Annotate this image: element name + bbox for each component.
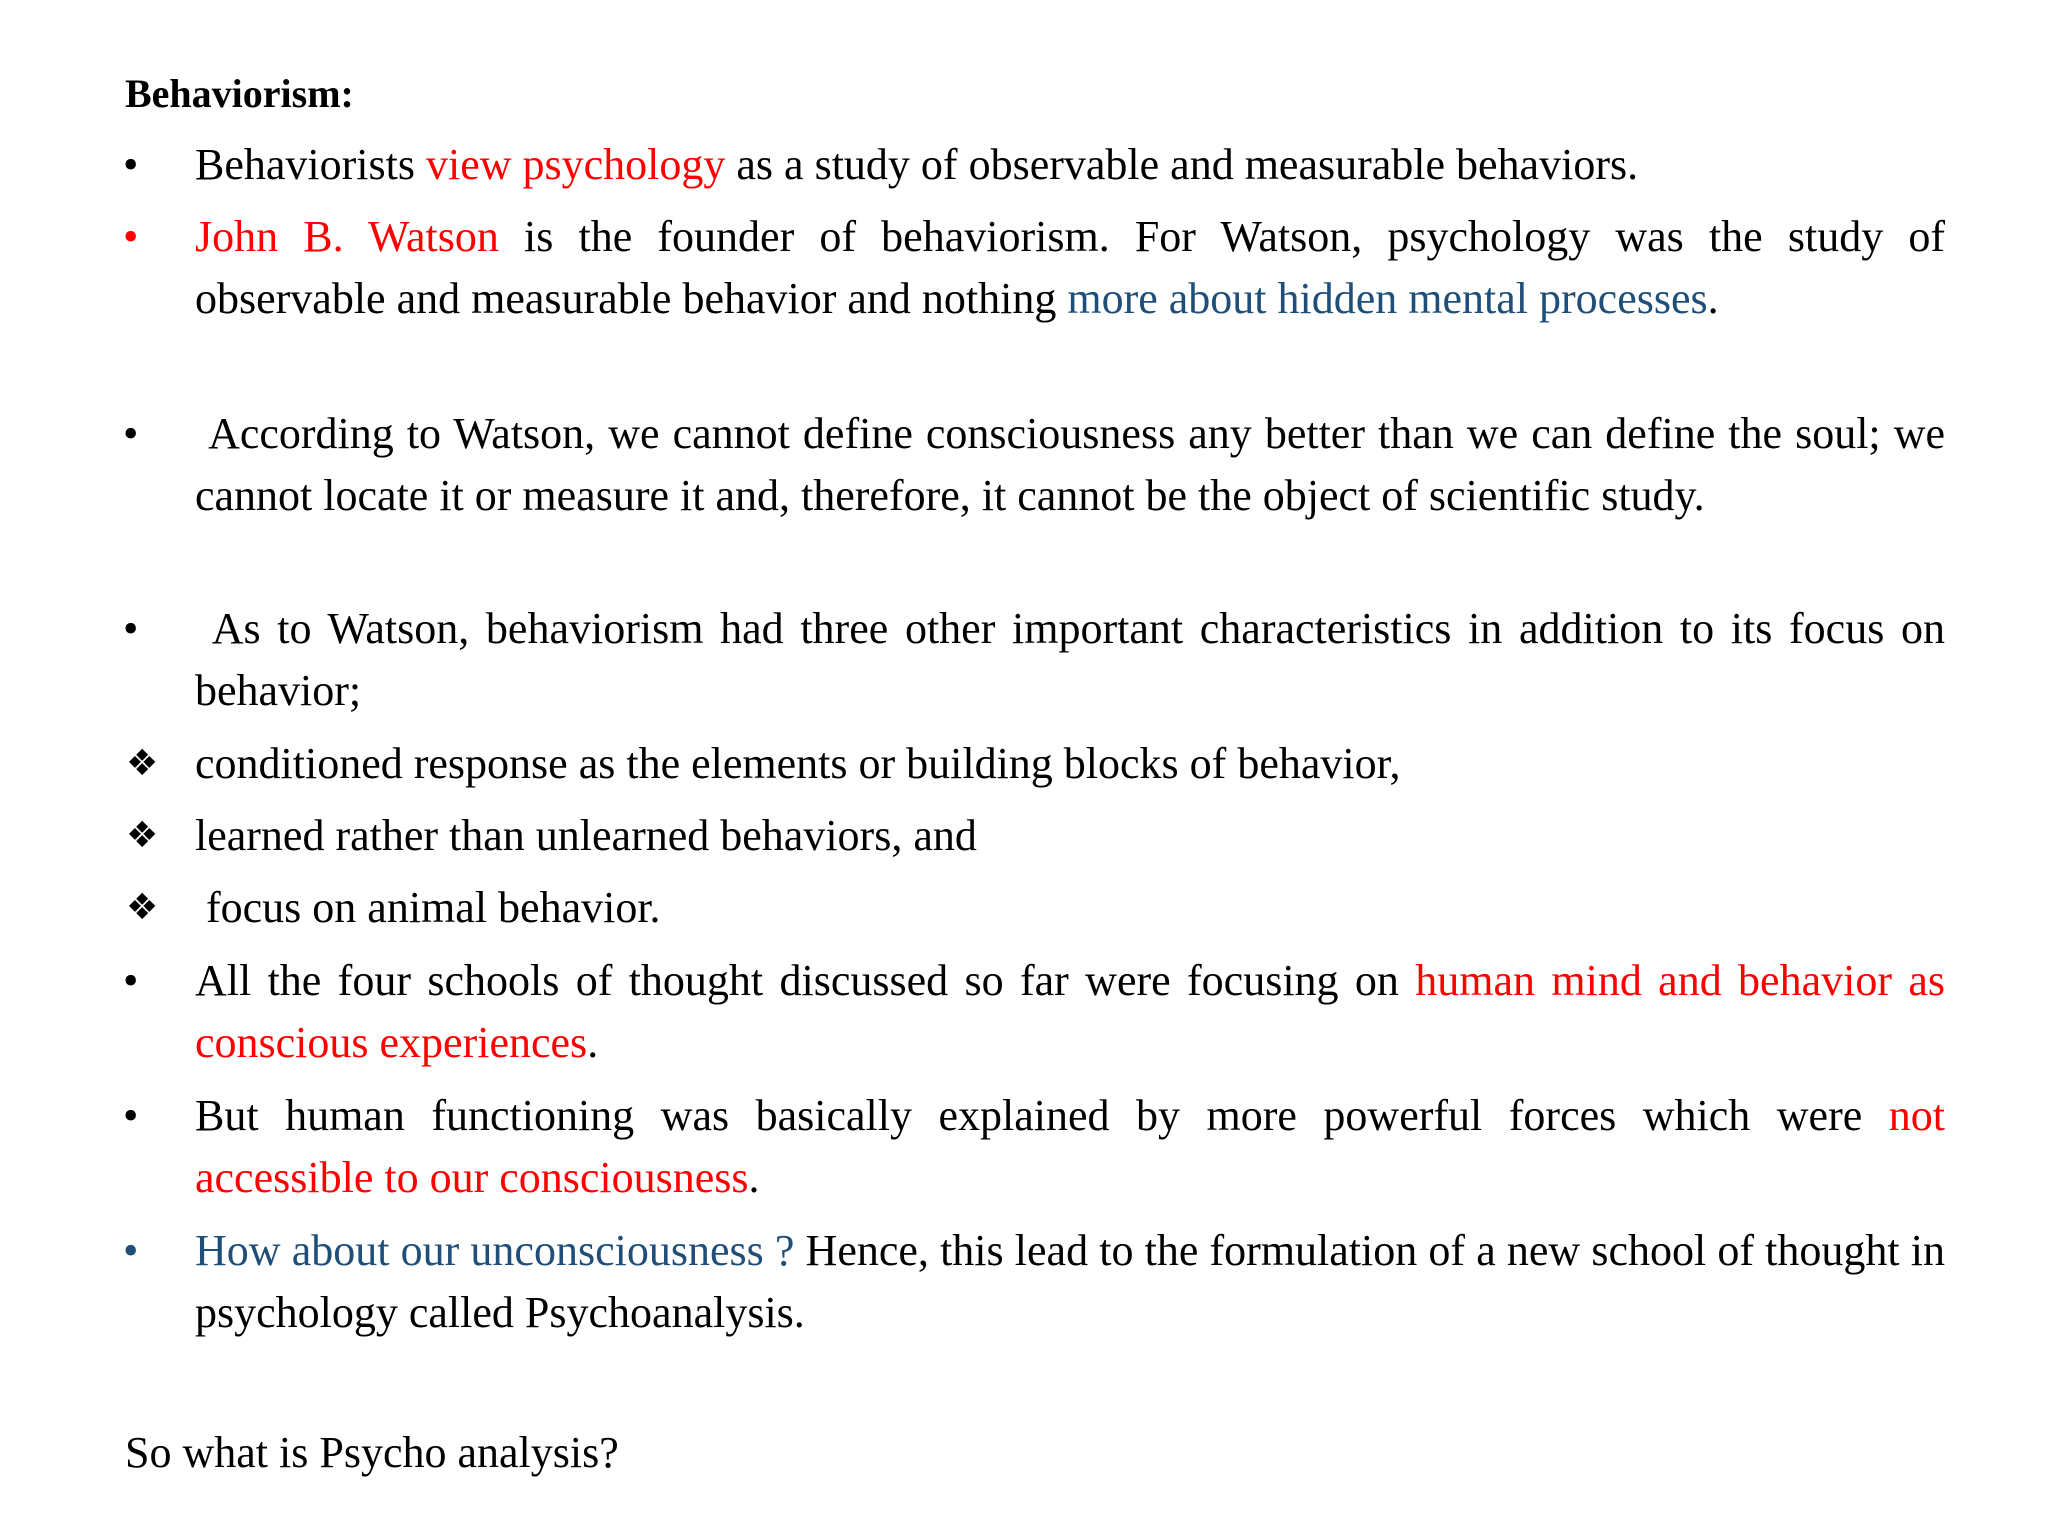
text-run: . bbox=[748, 1153, 760, 1202]
bullet-marker: • bbox=[123, 1091, 139, 1140]
diamond-bullet-icon: ❖ bbox=[126, 815, 159, 856]
diamond-bullet-icon: ❖ bbox=[126, 743, 159, 784]
text-run: focus on animal behavior. bbox=[195, 883, 661, 932]
text-run: According to Watson, we cannot define consciousness any better than we can define the soul; we cannot locate it or measure it and, therefore, it cannot be the object of scientific study. bbox=[195, 409, 1957, 520]
text-run-highlight-red: human mind and behavior as conscious experiences bbox=[195, 956, 1945, 1067]
bullet-text bbox=[195, 1220, 1945, 1344]
closing-question: So what is Psycho analysis? bbox=[125, 1428, 619, 1477]
bullet-text bbox=[195, 403, 1957, 527]
bullet-marker: • bbox=[123, 604, 139, 653]
sub-item-text bbox=[195, 733, 1945, 795]
bullet-text bbox=[195, 206, 1945, 330]
sub-item-text bbox=[195, 877, 1945, 939]
text-run-highlight-red: not accessible to our consciousness bbox=[195, 1091, 1945, 1202]
text-run: But human functioning was basically explained by more powerful forces which were bbox=[195, 1091, 1889, 1140]
text-run: conditioned response as the elements or building blocks of behavior, bbox=[195, 739, 1401, 788]
text-run-highlight-red: John B. Watson bbox=[195, 212, 499, 261]
bullet-marker: • bbox=[123, 956, 139, 1005]
text-run-highlight-blue: How about our unconsciousness ? bbox=[195, 1226, 795, 1275]
text-run: learned rather than unlearned behaviors, and bbox=[195, 811, 977, 860]
text-run: Hence, this lead to the formulation of a new school of thought in psychology called Psychoanalysis. bbox=[195, 1226, 1945, 1337]
text-run: All the four schools of thought discussed so far were focusing on bbox=[195, 956, 1416, 1005]
heading-behaviorism: Behaviorism: bbox=[125, 71, 354, 116]
text-run: . bbox=[1707, 274, 1719, 323]
text-run-highlight-red: view psychology bbox=[425, 140, 726, 189]
bullet-marker: • bbox=[123, 1226, 139, 1275]
text-run: As to Watson, behaviorism had three other important characteristics in addition to its focus on behavior; bbox=[195, 604, 1957, 715]
bullet-text bbox=[195, 950, 1945, 1074]
text-run: . bbox=[587, 1018, 599, 1067]
bullet-marker: • bbox=[123, 140, 139, 189]
bullet-marker: • bbox=[123, 212, 139, 261]
text-run: Behaviorists bbox=[195, 140, 426, 189]
text-run-highlight-blue: more about hidden mental processes bbox=[1067, 274, 1708, 323]
diamond-bullet-icon: ❖ bbox=[126, 887, 159, 928]
sub-item-text bbox=[195, 805, 1945, 867]
bullet-text bbox=[195, 1085, 1945, 1209]
bullet-text bbox=[195, 134, 1945, 196]
text-run: as a study of observable and measurable behaviors. bbox=[725, 140, 1639, 189]
bullet-text bbox=[195, 598, 1957, 722]
bullet-marker: • bbox=[123, 409, 139, 458]
text-run: is the founder of behaviorism. For Watson, psychology was the study of observable and measurable behavior and nothing bbox=[195, 212, 1945, 323]
